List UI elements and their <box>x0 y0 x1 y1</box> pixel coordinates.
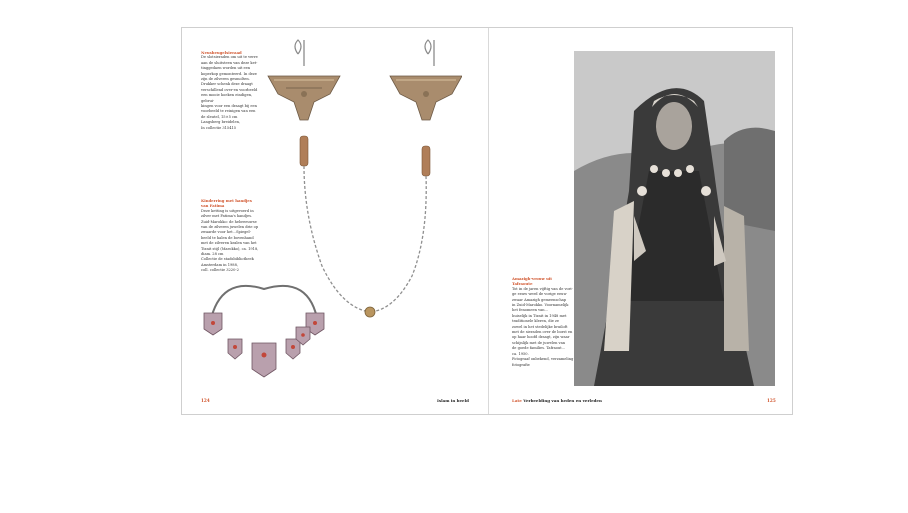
caption-title-2: Tafraoute <box>512 281 533 287</box>
caption-line: Fotograaf onbekend, verzameling <box>512 357 574 362</box>
caption-line: tinggedaen worden uit een <box>201 66 251 71</box>
caption-line: schijnlijk met de juwelen van <box>512 340 566 345</box>
book-spread <box>181 27 793 415</box>
caption-body <box>201 55 261 131</box>
caption-body <box>201 209 263 274</box>
caption-line: fotografie <box>512 362 530 367</box>
running-head-right <box>512 398 602 403</box>
caption-amazigh <box>512 276 574 368</box>
caption-line: in Zuid-Marokko. Voornamelijk <box>512 303 569 308</box>
caption-line: ca. 1950. <box>512 351 529 356</box>
caption-line: De slotsieraden om uit te verre <box>201 55 258 60</box>
gutter <box>488 28 489 414</box>
caption-title: Amazigh-vrouw uit <box>512 276 553 281</box>
caption-line: zowel in het stedelijke bruiloft <box>512 324 568 329</box>
caption-line: Tiznit stijl (Marokko), ca. 1918, <box>201 246 259 251</box>
caption-line: diam. 28 cm <box>201 252 224 257</box>
caption-line: het fenomeen van... <box>512 308 548 313</box>
right-fibula <box>390 40 462 176</box>
caption-line: aan de sluitsteen van deze ket- <box>201 60 258 65</box>
hand-of-fatima-necklace-image <box>200 283 330 393</box>
caption-line: de sleutel, 15×5 cm <box>201 114 238 119</box>
left-fibula <box>268 40 340 166</box>
caption-line: huiselijk in Tiznit in 1948 met <box>512 313 567 318</box>
caption-line: voorbeeld te reinigen van een <box>201 109 256 114</box>
caption-line: Collectie de stadsbibliotheek <box>201 257 254 262</box>
caption-line: Amsterdam in 1988, <box>201 262 239 267</box>
caption-line: Deze ketting is uitgevoerd in <box>201 208 254 213</box>
caption-line: op haar hoofd draagt, zijn waar <box>512 335 570 340</box>
caption-line: met de sieraden over de borst en <box>512 330 573 335</box>
caption-kinderring <box>201 198 263 274</box>
caption-title-2: van Fatima <box>201 203 225 209</box>
caption-line: een mooie hoeken eindigen, gebrui- <box>201 93 253 103</box>
amazigh-woman-photo <box>574 51 775 386</box>
caption-line: koperkop gemonteerd. In deze <box>201 71 257 76</box>
caption-line: ge eeuw werd de vorige eeuw <box>512 292 567 297</box>
caption-line: zilver met Fatima's handjes. <box>201 214 253 219</box>
caption-body <box>512 287 574 368</box>
caption-line: kingen voor een draagt bij een <box>201 104 257 109</box>
caption-line: zwaarde voor het...Spiegel- <box>201 230 251 235</box>
caption-title: Neusbeugelsieraad <box>201 50 242 55</box>
caption-line: Drukker schenk deze draagt <box>201 82 253 87</box>
caption-line: met de zilveren kralen van het <box>201 241 257 246</box>
running-head-title: Verbeelding van heden en verleden <box>523 398 602 403</box>
caption-line: Zuid-Marokko: de hebreeuwse <box>201 219 257 224</box>
caption-line: zijn de zilveren gesmolten. <box>201 77 250 82</box>
center-bead <box>365 307 375 317</box>
running-head-accent: Late <box>512 398 522 403</box>
running-head-left: Islam in beeld <box>437 398 469 403</box>
page-number-left: 124 <box>201 398 210 403</box>
caption-line: Tot in de jaren vijftig van de vori- <box>512 286 573 291</box>
caption-line: traditionele kleren, die ze <box>512 319 560 324</box>
caption-line: zwaar Amazigh gemeenschap <box>512 297 567 302</box>
caption-line: verschillend over-en voorbeeld <box>201 87 258 92</box>
caption-title: Kinderring met handjes <box>201 198 252 203</box>
page-number-right: 125 <box>767 398 776 403</box>
caption-neusbeugel <box>201 50 261 131</box>
caption-line: Langsberg breidelen, <box>201 120 241 125</box>
caption-line: beeld te halen de bovenhand <box>201 235 254 240</box>
caption-line: In collectie 315415 <box>201 125 237 130</box>
caption-line: coll. collectie 3220-2 <box>201 268 239 273</box>
caption-line: van de zilveren juwelen drie op <box>201 225 259 230</box>
caption-line: de goede families. Tafraout... <box>512 346 566 351</box>
